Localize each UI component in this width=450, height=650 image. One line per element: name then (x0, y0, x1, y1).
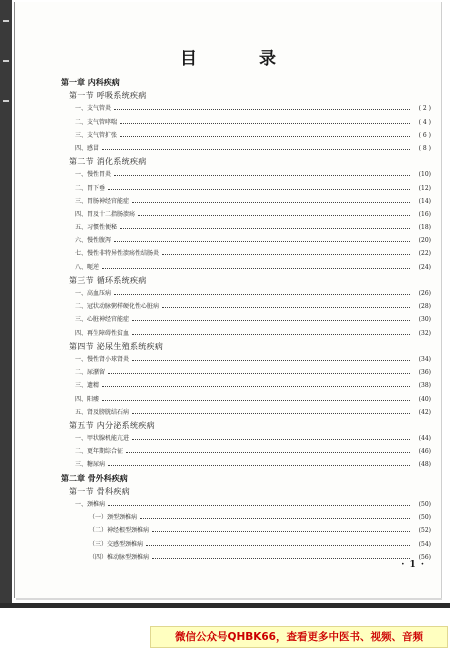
toc-page-number: (52) (418, 527, 431, 535)
toc-section: 第四节 泌尿生殖系统疾病 (69, 341, 164, 351)
toc-page-number: (16) (418, 210, 431, 218)
toc-entry (61, 458, 431, 471)
toc-subentry (61, 538, 431, 551)
toc-dot-leader (132, 333, 410, 335)
toc-dot-leader (108, 372, 410, 374)
toc-section: 第二节 消化系统疾病 (69, 157, 147, 167)
toc-page-number: (20) (418, 237, 431, 245)
toc-chapter: 第一章 内科疾病 (61, 77, 120, 87)
toc-dot-leader (132, 438, 410, 440)
toc-dot-leader (120, 122, 410, 124)
toc-entry-title: 一、慢性胃炎 (75, 171, 112, 179)
toc-page-number: (50) (418, 501, 431, 508)
page-title: 目 录 (180, 49, 304, 69)
toc-entry-title: （三）交感型颈椎病 (89, 540, 144, 548)
toc-entry-title: 二、尿潴留 (75, 369, 106, 377)
toc-entry-title: 一、颈椎病 (75, 501, 106, 508)
toc-dot-leader (132, 201, 410, 203)
toc-entry (61, 102, 431, 115)
table-of-contents (61, 76, 431, 564)
toc-entry-title: 三、心脏神经官能症 (75, 316, 130, 324)
toc-subentry (61, 551, 431, 564)
toc-dot-leader (102, 399, 410, 401)
toc-entry (61, 432, 431, 445)
toc-entry (61, 261, 431, 274)
toc-entry-title: 四、再生障碍性贫血 (75, 329, 130, 337)
toc-entry (61, 247, 431, 260)
toc-dot-leader (102, 385, 410, 387)
toc-dot-leader (138, 214, 410, 216)
toc-page-number: (18) (418, 224, 431, 232)
strip-tick (3, 60, 9, 62)
toc-entry (61, 327, 431, 340)
toc-dot-leader (114, 174, 410, 176)
toc-entry-title: 五、肾及膀胱结石病 (75, 408, 130, 416)
toc-entry (61, 353, 431, 366)
toc-page-number: ( 8 ) (418, 144, 431, 152)
toc-entry-title: 一、甲状腺机能亢进 (75, 435, 130, 443)
strip-tick (3, 20, 9, 22)
toc-dot-leader (152, 557, 410, 559)
toc-dot-leader (132, 412, 410, 414)
toc-entry (61, 195, 431, 208)
toc-page-number: (50) (418, 514, 431, 522)
toc-dot-leader (108, 464, 410, 466)
toc-entry-title: 一、支气管炎 (75, 105, 112, 113)
toc-entry-title: （四）椎动脉型颈椎病 (89, 553, 150, 561)
toc-entry (61, 313, 431, 326)
toc-page-number: ( 4 ) (418, 118, 431, 126)
toc-dot-leader (162, 253, 410, 255)
toc-entry-title: 二、冠状动脉粥样硬化性心脏病 (75, 303, 160, 311)
toc-page-number: (34) (418, 355, 431, 363)
toc-entry-title: 一、高血压病 (75, 290, 112, 297)
toc-page-number: (22) (418, 250, 431, 258)
toc-entry-title: 七、慢性非特异性溃疡性结肠炎 (75, 250, 160, 258)
toc-entry (61, 406, 431, 419)
toc-section: 第一节 骨科疾病 (69, 486, 130, 496)
toc-dot-leader (102, 148, 410, 150)
toc-dot-leader (162, 306, 410, 308)
toc-dot-leader (146, 544, 410, 546)
book-page (14, 2, 442, 598)
toc-subentry (61, 511, 431, 524)
toc-entry-title: 六、慢性腹泻 (75, 237, 112, 245)
toc-entry (61, 393, 431, 406)
toc-chapter: 第二章 骨外科疾病 (61, 472, 128, 483)
toc-dot-leader (114, 240, 410, 242)
toc-entry-title: 五、习惯性便秘 (75, 224, 118, 232)
toc-subentry (61, 524, 431, 537)
toc-page-number: (30) (418, 316, 431, 324)
toc-entry (61, 287, 431, 300)
toc-dot-leader (120, 227, 410, 229)
toc-entry-title: 二、更年期综合征 (75, 448, 124, 456)
toc-dot-leader (126, 451, 410, 453)
toc-page-number: (36) (418, 369, 431, 377)
toc-dot-leader (132, 359, 410, 361)
toc-page-number: (26) (418, 290, 431, 297)
promo-banner: 微信公众号QHBK66，查看更多中医书、视频、音频 (150, 626, 448, 648)
toc-entry-title: 二、支气管哮喘 (75, 118, 118, 126)
toc-entry (61, 498, 431, 511)
strip-tick (3, 100, 9, 102)
toc-page-number: ( 6 ) (418, 131, 431, 139)
toc-page-number: (54) (418, 540, 431, 548)
toc-page-number: (42) (418, 408, 431, 416)
toc-entry-title: 三、支气管扩张 (75, 131, 118, 139)
toc-entry-title: 三、胃肠神经官能症 (75, 197, 130, 205)
toc-dot-leader (132, 319, 410, 321)
toc-dot-leader (108, 504, 410, 506)
toc-page-number: (12) (418, 184, 431, 192)
toc-entry-title: （一）颈型颈椎病 (89, 514, 138, 522)
toc-page-number: ( 2 ) (418, 105, 431, 113)
toc-entry (61, 300, 431, 313)
page-number: · 1 · (401, 560, 425, 570)
toc-page-number: (28) (418, 303, 431, 311)
toc-entry-title: 二、胃下垂 (75, 184, 106, 192)
toc-entry-title: 四、胃及十二指肠溃疡 (75, 210, 136, 218)
toc-page-number: (40) (418, 395, 431, 403)
toc-entry (61, 129, 431, 142)
toc-page-number: (38) (418, 382, 431, 390)
toc-entry (61, 208, 431, 221)
toc-page-number: (32) (418, 329, 431, 337)
toc-entry (61, 142, 431, 155)
toc-dot-leader (114, 293, 410, 295)
toc-entry-title: 四、阳痿 (75, 395, 100, 403)
toc-section: 第三节 循环系统疾病 (69, 275, 147, 285)
page-bottom-band (0, 603, 450, 608)
toc-dot-leader (120, 135, 410, 137)
toc-page-number: (56) (418, 553, 431, 561)
toc-page-number: (24) (418, 263, 431, 271)
toc-dot-leader (108, 188, 410, 190)
toc-entry (61, 116, 431, 129)
toc-entry (61, 366, 431, 379)
toc-page-number: (10) (418, 171, 431, 179)
toc-dot-leader (102, 267, 410, 269)
toc-entry-title: 四、感冒 (75, 144, 100, 152)
toc-page-number: (14) (418, 197, 431, 205)
toc-entry-title: 三、遗精 (75, 382, 100, 390)
toc-page-number: (46) (418, 448, 431, 456)
toc-page-number: (44) (418, 435, 431, 443)
toc-dot-leader (152, 530, 410, 532)
toc-section: 第五节 内分泌系统疾病 (69, 420, 155, 430)
toc-entry (61, 234, 431, 247)
toc-entry (61, 182, 431, 195)
left-scroll-strip[interactable] (0, 0, 12, 606)
toc-entry (61, 445, 431, 458)
toc-entry-title: 一、慢性肾小球肾炎 (75, 355, 130, 363)
toc-dot-leader (114, 108, 410, 110)
toc-entry-title: 八、呃逆 (75, 263, 100, 271)
toc-entry (61, 168, 431, 181)
toc-entry (61, 221, 431, 234)
toc-entry (61, 379, 431, 392)
toc-entry-title: （二）神经根型颈椎病 (89, 527, 150, 535)
toc-page-number: (48) (418, 461, 431, 469)
toc-dot-leader (140, 517, 410, 519)
toc-section: 第一节 呼吸系统疾病 (69, 91, 147, 101)
toc-entry-title: 三、糖尿病 (75, 461, 106, 469)
